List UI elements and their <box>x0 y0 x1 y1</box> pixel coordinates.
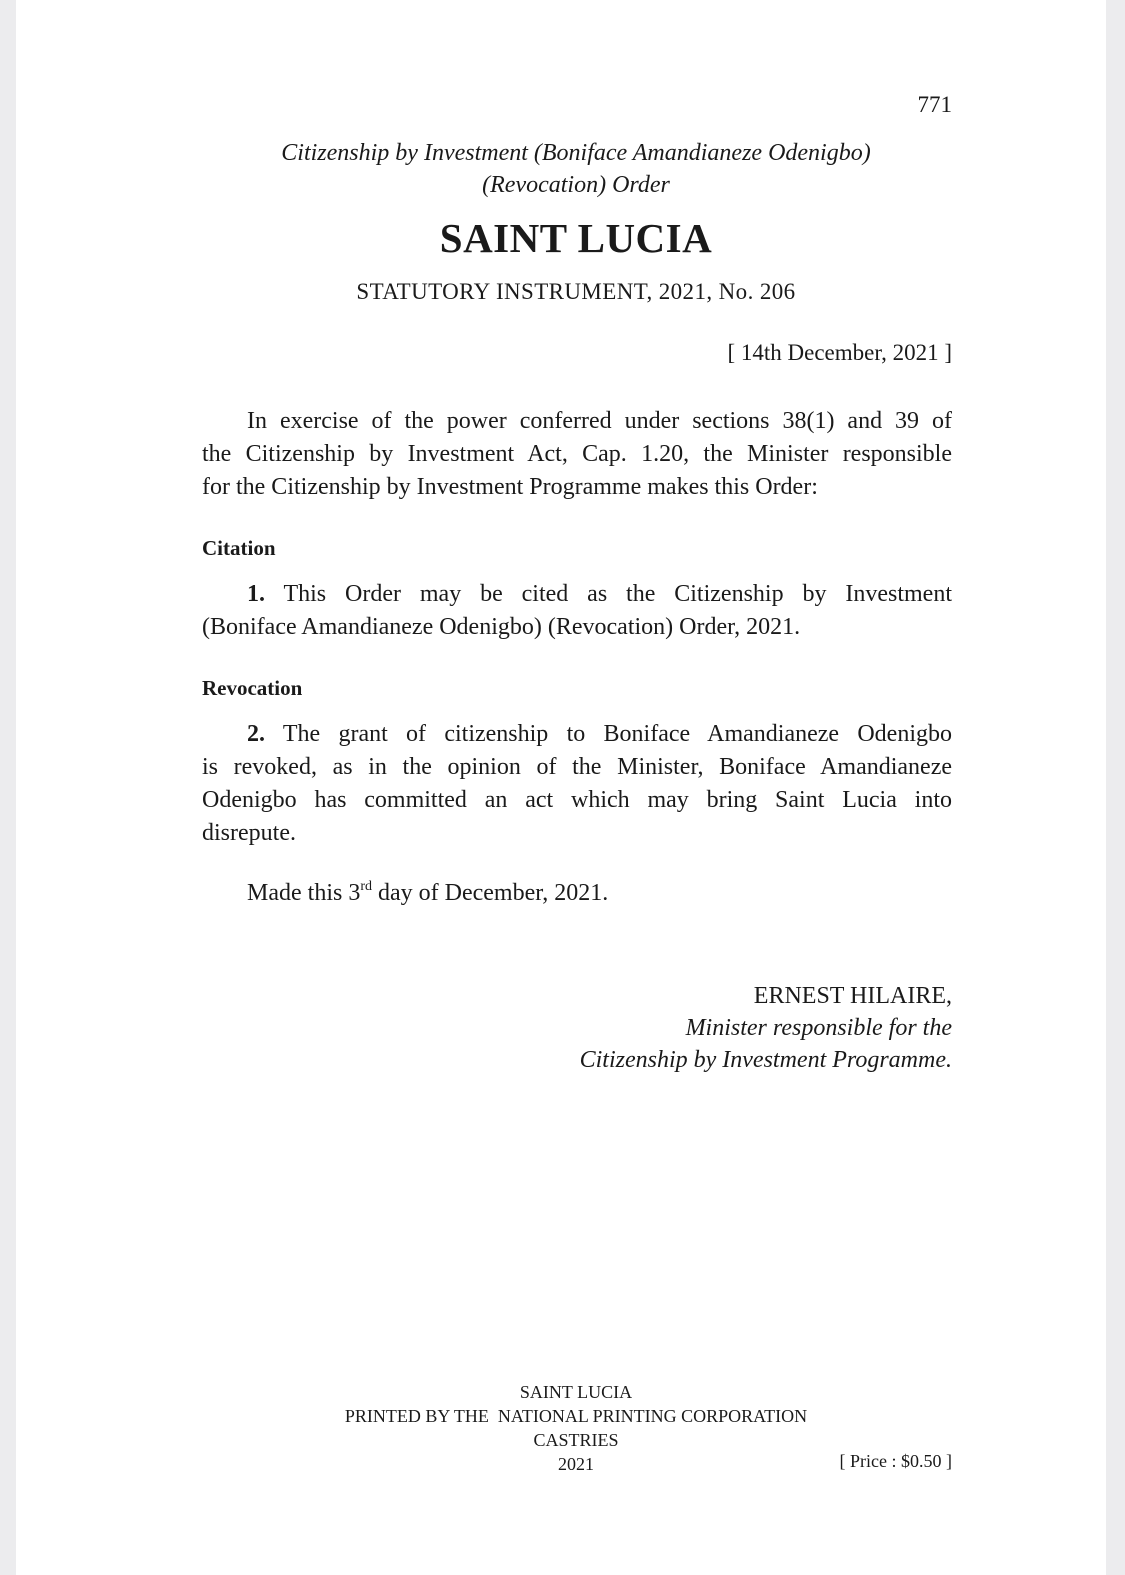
signatory-name: ERNEST HILAIRE, <box>753 983 952 1009</box>
preamble-line: for the Citizenship by Investment Programme makes this Order: <box>202 474 818 500</box>
section-2-line: Odenigbo has committed an act which may bring Saint Lucia into <box>202 787 952 813</box>
section-1-number: 1. <box>247 581 265 607</box>
footer-city: CASTRIES <box>533 1430 619 1450</box>
preamble-line: the Citizenship by Investment Act, Cap. 1.20, the Minister responsible <box>202 441 952 467</box>
section-2-text: The grant of citizenship to Boniface Amandianeze Odenigbo <box>282 721 952 747</box>
made-rest: day of December, 2021. <box>372 880 609 906</box>
section-1-line <box>202 578 952 611</box>
document-page <box>16 0 1106 1575</box>
running-title-line-1: Citizenship by Investment (Boniface Amandianeze Odenigbo) <box>281 140 871 166</box>
section-heading-revocation: Revocation <box>202 676 303 700</box>
footer-year: 2021 <box>558 1454 594 1474</box>
price-label: [ Price : $0.50 ] <box>839 1451 952 1471</box>
section-2-paragraph <box>202 718 952 850</box>
footer-printer: PRINTED BY THE NATIONAL PRINTING CORPORATION <box>344 1406 808 1426</box>
section-1-text: This Order may be cited as the Citizenship by Investment <box>283 581 952 607</box>
instrument-number: STATUTORY INSTRUMENT, 2021, No. 206 <box>356 279 796 304</box>
made-ordinal-suffix: rd <box>360 879 372 894</box>
section-1-line: (Boniface Amandianeze Odenigbo) (Revocation) Order, 2021. <box>202 614 801 640</box>
made-date-line <box>247 880 947 907</box>
preamble-line: In exercise of the power conferred under sections 38(1) and 39 of <box>247 408 952 434</box>
section-2-line <box>202 718 952 751</box>
country-heading: SAINT LUCIA <box>439 215 713 261</box>
made-prefix: Made this 3 <box>247 880 361 906</box>
section-heading-citation: Citation <box>202 536 276 560</box>
section-2-number: 2. <box>247 721 265 747</box>
footer-country: SAINT LUCIA <box>519 1382 633 1402</box>
preamble-paragraph <box>202 405 952 504</box>
page-number: 771 <box>917 92 952 117</box>
signatory-title <box>416 1012 952 1076</box>
signatory-title-line-1: Minister responsible for the <box>685 1015 952 1041</box>
instrument-date: [ 14th December, 2021 ] <box>727 340 952 365</box>
running-title-line-2: (Revocation) Order <box>482 172 670 198</box>
section-2-line: is revoked, as in the opinion of the Minister, Boniface Amandianeze <box>202 754 952 780</box>
section-2-line: disrepute. <box>202 820 296 846</box>
signatory-title-line-2: Citizenship by Investment Programme. <box>579 1047 952 1073</box>
running-title <box>116 137 1036 201</box>
section-1-paragraph <box>202 578 952 644</box>
